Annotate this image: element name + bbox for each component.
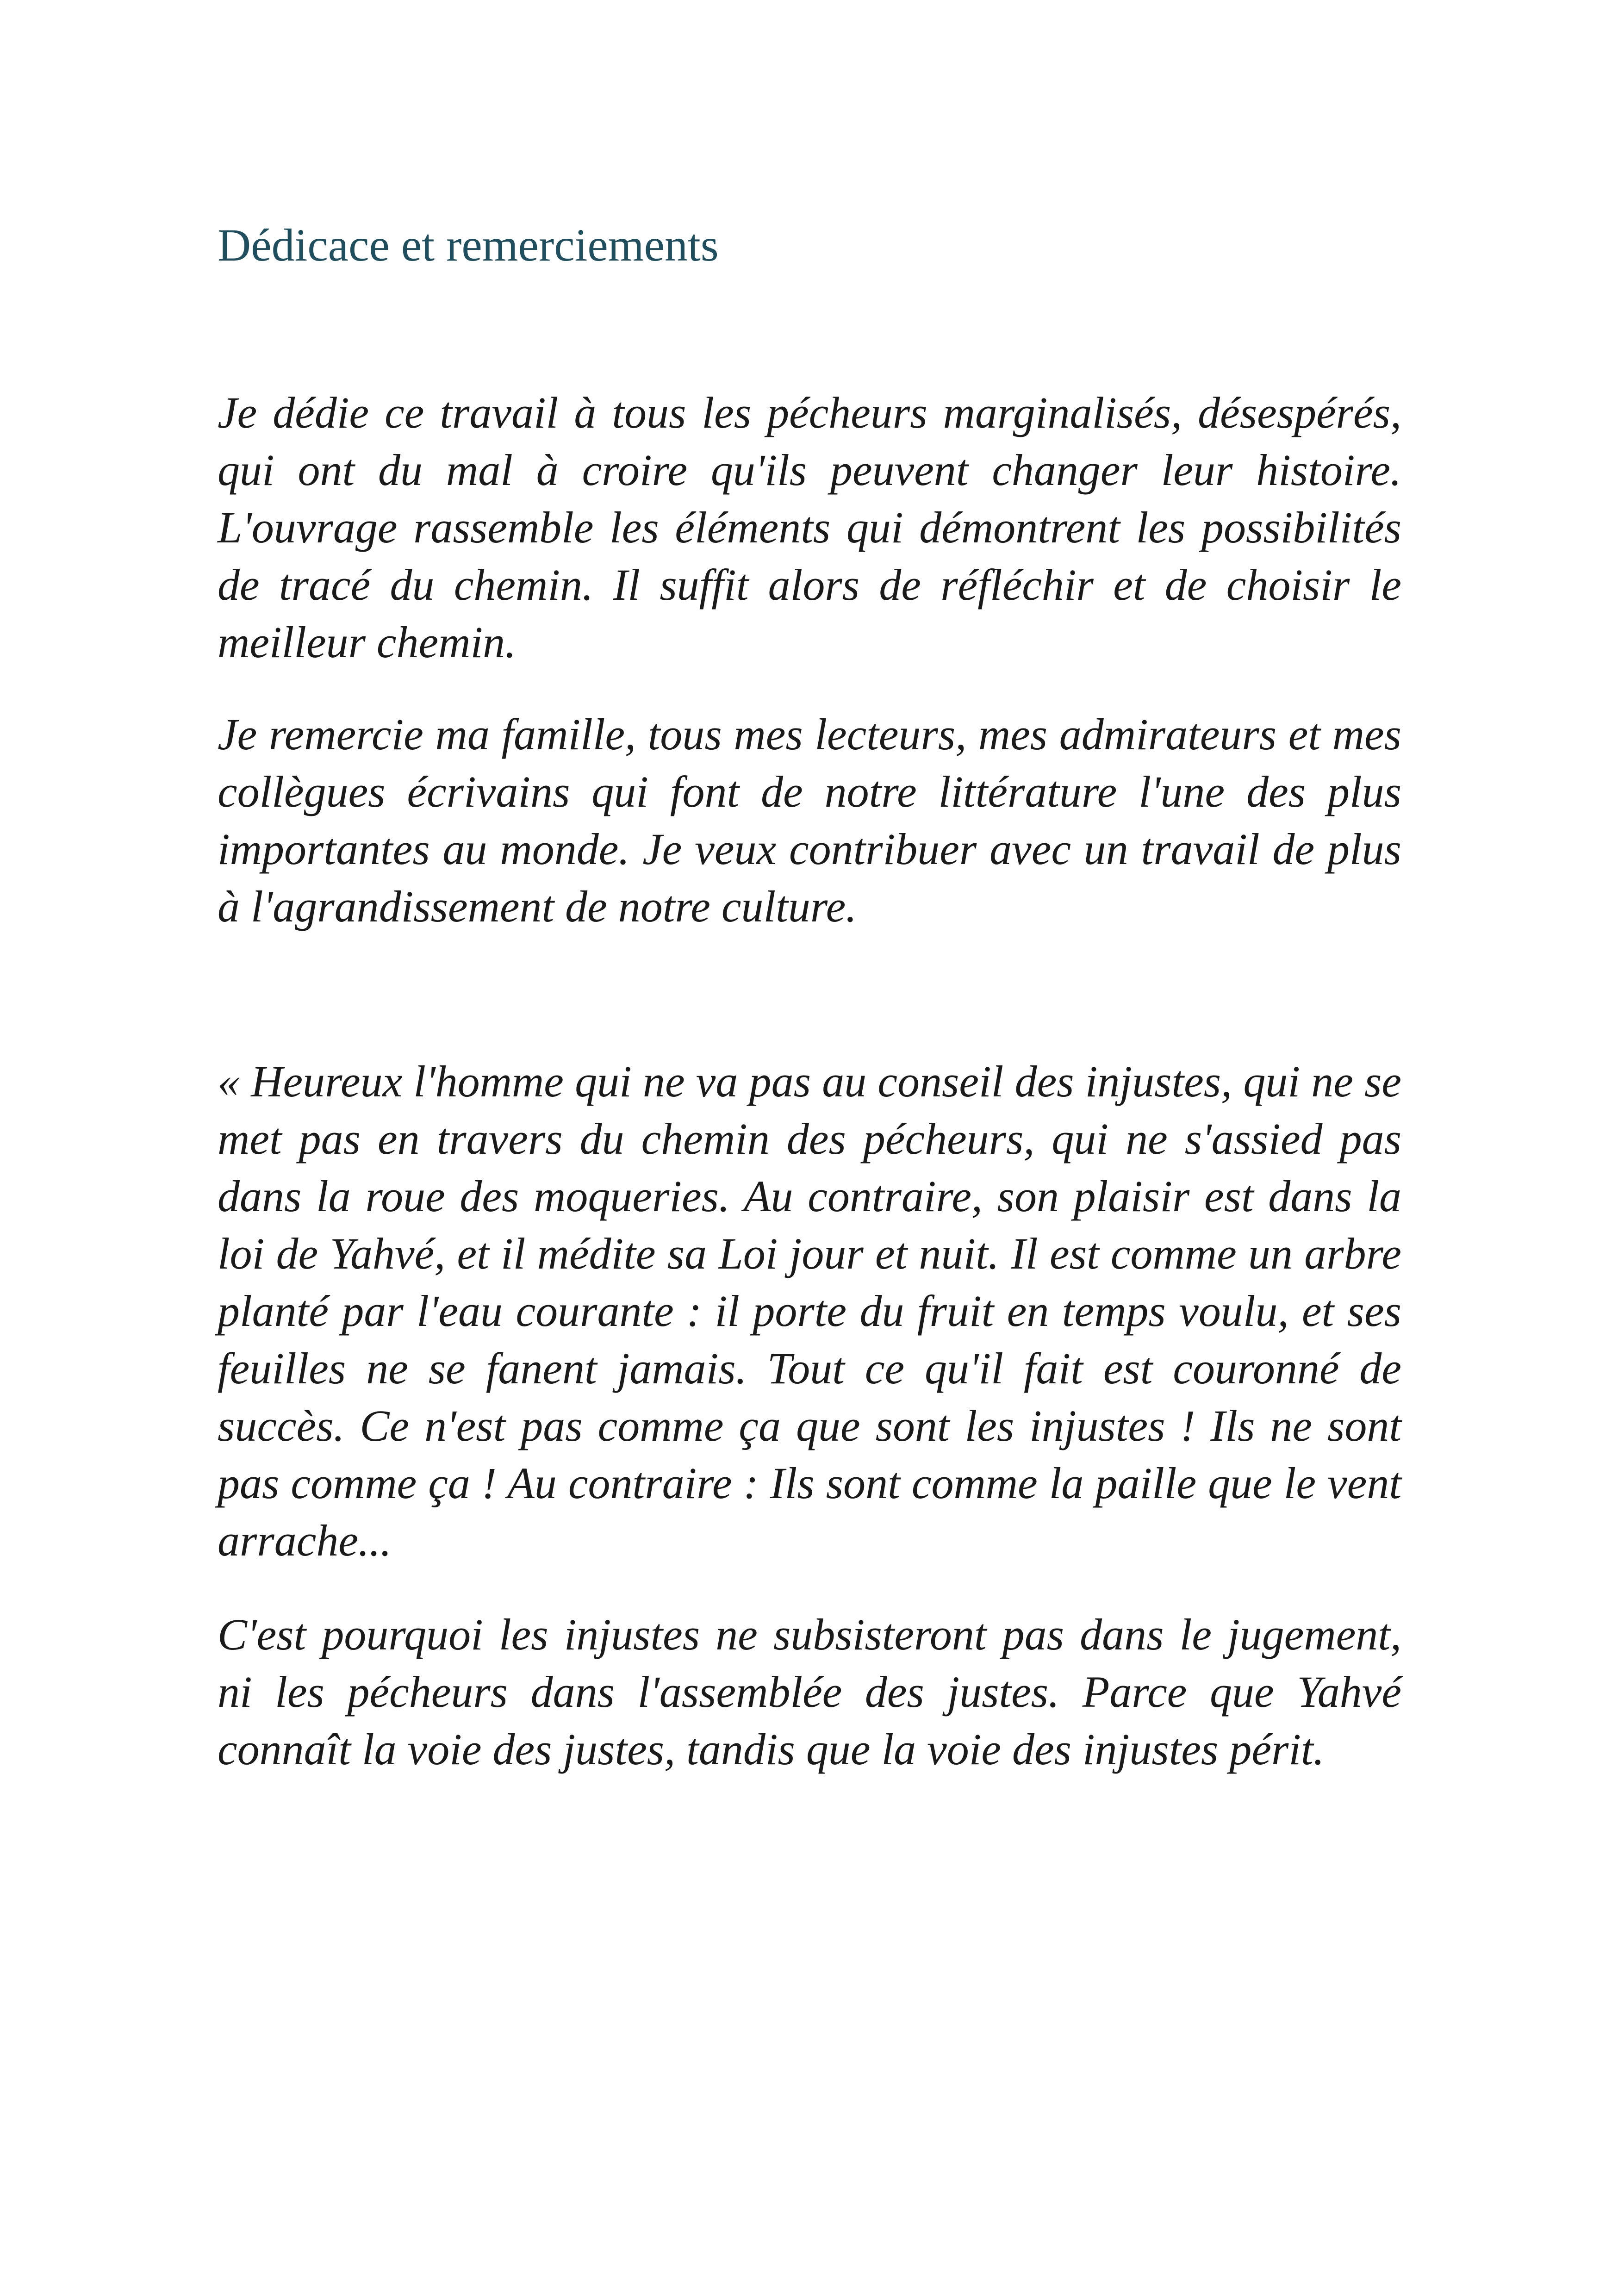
page-title: Dédicace et remerciements [218,219,719,271]
acknowledgements-paragraph: Je remercie ma famille, tous mes lecteurs, mes admirateurs et mes collègues écrivains qui font de notre littérature l'une des plus importantes au monde. Je veux contribuer avec un travail de plus à l'agrandissement de notre culture. [218,709,1401,931]
quotation-paragraph: « Heureux l'homme qui ne va pas au conseil des injustes, qui ne se met pas en travers du chemin des pécheurs, qui ne s'assied pas dans la roue des moqueries. Au contraire, son plaisir est dans la loi de Yahvé, et il médite sa Loi jour et nuit. Il est comme un arbre planté par l'eau courante : il porte du fruit en temps voulu, et ses feuilles ne se fanent jamais. Tout ce qu'il fait est couronné de succès. Ce n'est pas comme ça que sont les injustes ! Ils ne sont pas comme ça ! Au contraire : Ils sont comme la paille que le vent arrache... [218,1057,1401,1565]
dedication-paragraph: Je dédie ce travail à tous les pécheurs marginalisés, désespérés, qui ont du mal à croire qu'ils peuvent changer leur histoire. L'ouvrage rassemble les éléments qui démontrent les possibilités de tracé du chemin. Il suffit alors de réfléchir et de choisir le meilleur chemin. [218,388,1401,667]
quotation-conclusion-paragraph: C'est pourquoi les injustes ne subsisteront pas dans le jugement, ni les pécheurs dans l'assemblée des justes. Parce que Yahvé connaît la voie des justes, tandis que la voie des injustes périt. [218,1610,1401,1774]
